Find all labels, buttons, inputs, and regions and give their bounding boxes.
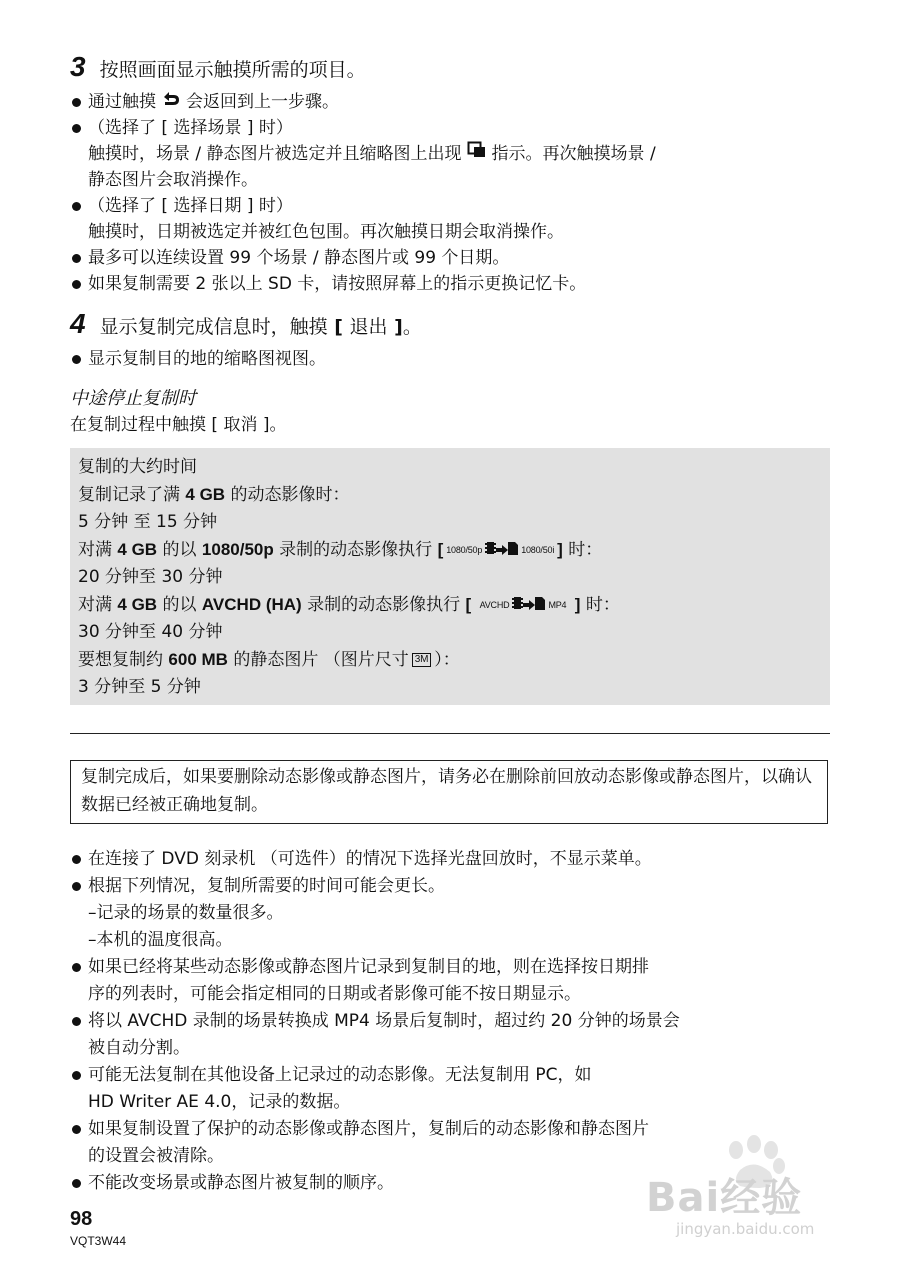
bullet-text: （选择了 [ 选择场景 ] 时） bbox=[88, 118, 293, 138]
list-item bbox=[70, 193, 830, 245]
box-time: 30 分钟至 40 分钟 bbox=[78, 622, 223, 642]
format-tag: 1080/50i bbox=[521, 545, 555, 555]
page-content bbox=[70, 52, 830, 1197]
bullet-text: 会返回到上一步骤。 bbox=[186, 92, 339, 112]
list-item: 可能无法复制在其他设备上记录过的动态影像。无法复制用 PC，如 HD Writer AE 4.0，记录的数据。 bbox=[70, 1062, 830, 1116]
box-row: 复制记录了满 4 GB 的动态影像时： bbox=[78, 485, 350, 505]
list-item: 在连接了 DVD 刻录机 （可选件）的情况下选择光盘回放时，不显示菜单。 bbox=[70, 846, 830, 873]
section-title: 中途停止复制时 bbox=[70, 388, 196, 409]
list-item: 不能改变场景或静态图片被复制的顺序。 bbox=[70, 1170, 830, 1197]
bullet-text: 通过触摸 bbox=[88, 92, 156, 112]
step-3-bullets bbox=[70, 89, 830, 297]
arrow-right-icon bbox=[523, 592, 535, 619]
step-title: 显示复制完成信息时，触摸 [ 退出 ]。 bbox=[99, 316, 422, 338]
format-tag: 1080/50p bbox=[446, 545, 483, 555]
bullet-text: 指示。再次触摸场景 / bbox=[491, 144, 656, 164]
bullet-text: 触摸时，场景 / 静态图片被选定并且缩略图上出现 bbox=[88, 144, 462, 164]
list-item: 将以 AVCHD 录制的场景转换成 MP4 场景后复制时，超过约 20 分钟的场景会 被自动分割。 bbox=[70, 1008, 830, 1062]
step-4-bullets bbox=[70, 346, 830, 372]
picture-size-icon: 3M bbox=[412, 653, 432, 667]
box-row: 对满 4 GB 的以 1080/50p 录制的动态影像执行 [ 1080/50p 1080/50i ] 时： bbox=[78, 536, 822, 564]
box-row: 要想复制约 600 MB 的静态图片 （图片尺寸 3M ）： bbox=[78, 650, 460, 670]
box-time: 3 分钟至 5 分钟 bbox=[78, 677, 201, 697]
list-item: 如果已经将某些动态影像或静态图片记录到复制目的地，则在选择按日期排 序的列表时，可能会指定相同的日期或者影像可能不按日期显示。 bbox=[70, 954, 830, 1008]
arrow-right-icon bbox=[496, 537, 508, 564]
list-item: 如果复制需要 2 张以上 SD 卡，请按照屏幕上的指示更换记忆卡。 bbox=[70, 271, 830, 297]
list-item bbox=[70, 115, 830, 193]
step-number: 4 bbox=[70, 308, 86, 339]
return-arrow-icon bbox=[161, 89, 181, 115]
bullet-text: 静态图片会取消操作。 bbox=[88, 170, 258, 190]
box-time: 5 分钟 至 15 分钟 bbox=[78, 512, 218, 532]
copy-time-box bbox=[70, 448, 830, 705]
format-tag: MP4 bbox=[548, 600, 567, 610]
page-number: 98 bbox=[70, 1208, 93, 1230]
list-item bbox=[70, 89, 830, 115]
list-item: 显示复制目的地的缩略图视图。 bbox=[70, 346, 830, 372]
notice-box: 复制完成后，如果要删除动态影像或静态图片，请务必在删除前回放动态影像或静态图片，以确认数据已经被正确地复制。 bbox=[70, 760, 828, 824]
film-icon bbox=[485, 537, 496, 564]
format-tag: AVCHD bbox=[479, 600, 510, 610]
section-text: 在复制过程中触摸 [ 取消 ]。 bbox=[70, 415, 287, 435]
card-icon bbox=[535, 592, 545, 619]
bullet-text-line bbox=[88, 141, 830, 167]
thumbnail-check-icon bbox=[467, 141, 487, 167]
step-3 bbox=[70, 52, 830, 85]
film-icon bbox=[512, 592, 523, 619]
card-icon bbox=[508, 537, 518, 564]
list-item: 如果复制设置了保护的动态影像或静态图片，复制后的动态影像和静态图片 的设置会被清除。 bbox=[70, 1116, 830, 1170]
step-number: 3 bbox=[70, 51, 86, 82]
list-item: 最多可以连续设置 99 个场景 / 静态图片或 99 个日期。 bbox=[70, 245, 830, 271]
box-heading: 复制的大约时间 bbox=[78, 457, 197, 477]
watermark-url: jingyan.baidu.com bbox=[676, 1220, 815, 1238]
step-title: 按照画面显示触摸所需的项目。 bbox=[99, 59, 366, 81]
bullet-text: （选择了 [ 选择日期 ] 时） bbox=[88, 196, 293, 216]
step-4 bbox=[70, 309, 830, 342]
bullet-text: 触摸时，日期被选定并被红色包围。再次触摸日期会取消操作。 bbox=[88, 222, 564, 242]
document-code: VQT3W44 bbox=[70, 1234, 127, 1248]
divider bbox=[70, 733, 830, 734]
box-row: 对满 4 GB 的以 AVCHD (HA) 录制的动态影像执行 [ AVCHD MP4 ] 时： bbox=[78, 591, 822, 619]
watermark-text: Bai经验 bbox=[646, 1175, 803, 1221]
list-item: 根据下列情况，复制所需要的时间可能会更长。 –记录的场景的数量很多。 –本机的温度很高。 bbox=[70, 873, 830, 954]
box-time: 20 分钟至 30 分钟 bbox=[78, 567, 223, 587]
